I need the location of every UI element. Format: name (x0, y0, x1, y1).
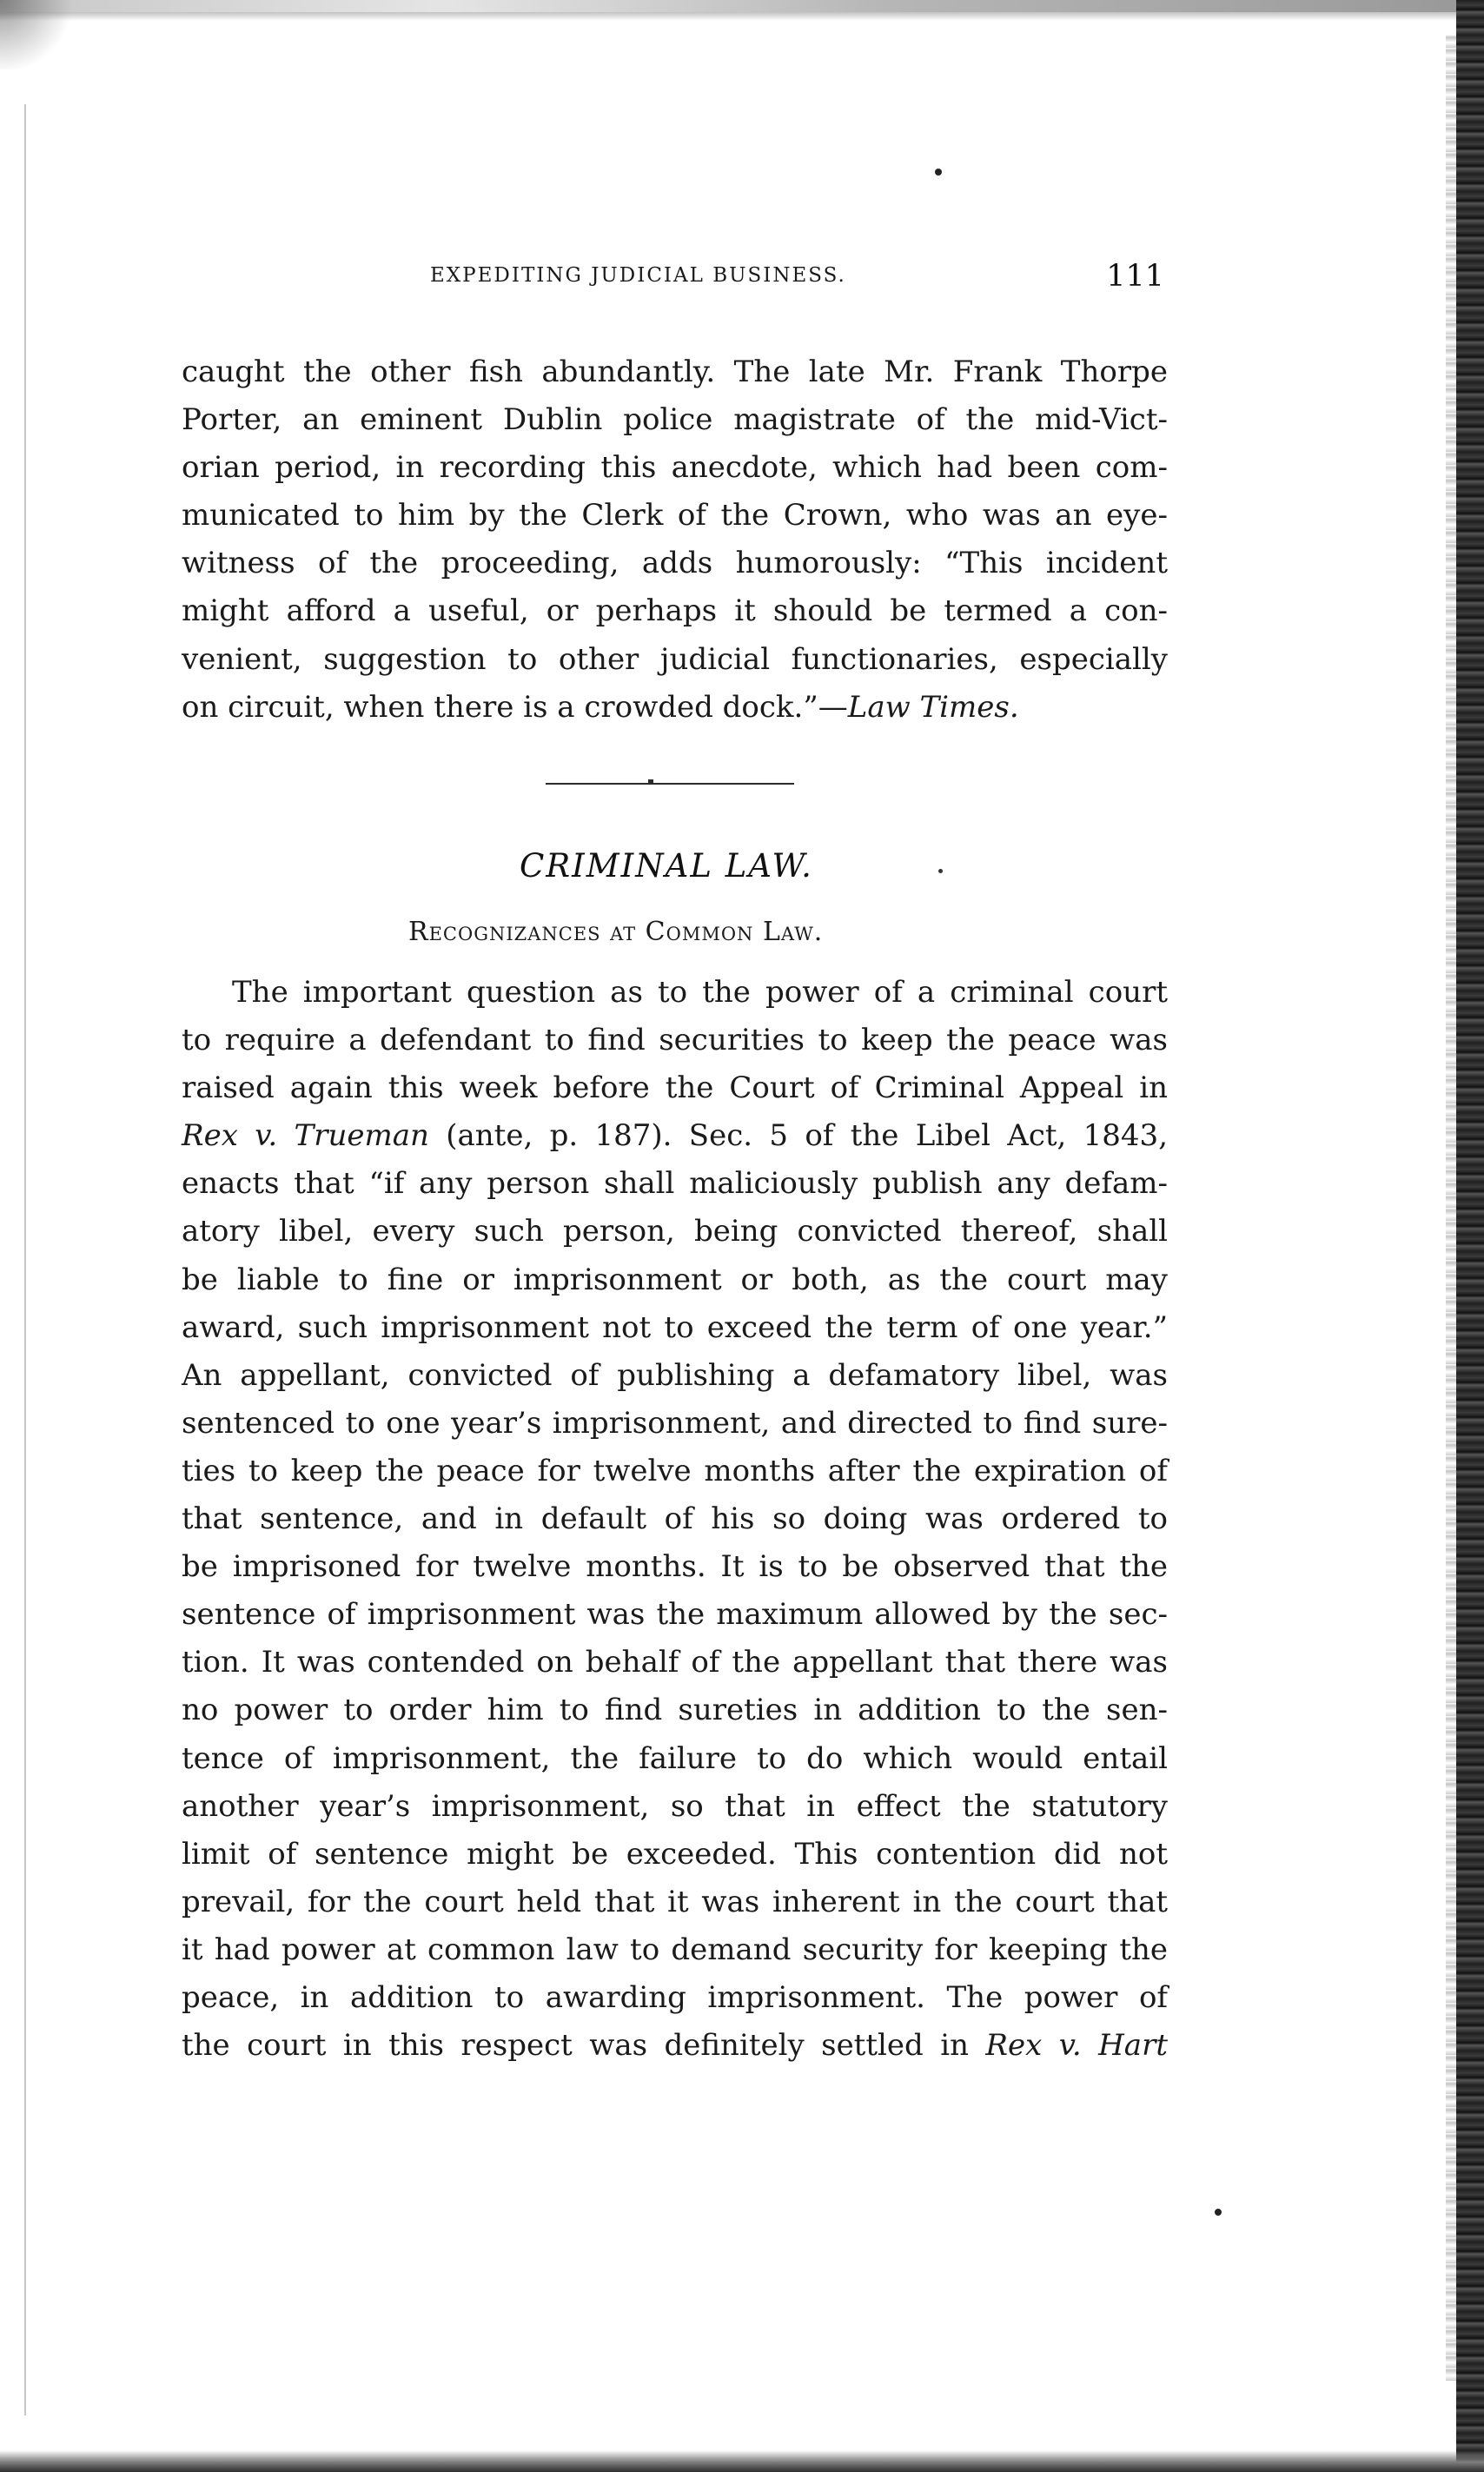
scan-edge-left (24, 104, 26, 2416)
paragraph-line: no power to order him to find sureties in addition to the sen- (182, 1693, 1168, 1728)
scan-edge-bottom (0, 2450, 1484, 2472)
scan-speck (935, 169, 942, 176)
section-title: CRIMINAL LAW. (520, 847, 813, 885)
paragraph-line: prevail, for the court held that it was inherent in the court that (182, 1884, 1168, 1919)
paragraph-line: another year’s imprisonment, so that in effect the statutory (182, 1788, 1168, 1824)
paragraph-line: venient, suggestion to other judicial functionaries, especially (182, 641, 1168, 677)
scan-speck (938, 869, 943, 873)
paragraph-line: The important question as to the power of a criminal court (232, 975, 1168, 1010)
scan-edge-right-shadow (1446, 35, 1456, 2381)
previous-article-text (182, 348, 1168, 732)
section-subtitle: Recognizances at Common Law. (408, 917, 824, 947)
paragraph-line: to require a defendant to find securities to keep the peace was (182, 1023, 1168, 1058)
source-citation: Law Times. (847, 689, 1019, 725)
scan-corner-shadow (0, 0, 78, 70)
scan-edge-right (1456, 0, 1484, 2472)
scan-edge-top-shadow (0, 12, 1484, 21)
last-line-text: on circuit, when there is a crowded dock.”— (182, 689, 848, 725)
paragraph-line: award, such imprisonment not to exceed the term of one year.” (182, 1309, 1168, 1345)
paragraph-line: peace, in addition to awarding imprisonment. The power of (182, 1979, 1168, 2015)
paragraph-line: tence of imprisonment, the failure to do which would entail (182, 1740, 1168, 1776)
running-title: EXPEDITING JUDICIAL BUSINESS. (430, 264, 846, 287)
paragraph-line: limit of sentence might be exceeded. This contention did not (182, 1836, 1168, 1872)
line-text: (ante, p. 187). Sec. 5 of the Libel Act, 1843, (428, 1118, 1168, 1154)
paragraph-line: witness of the proceeding, adds humorously: “This incident (182, 546, 1168, 581)
page-number: 111 (1106, 259, 1164, 294)
paragraph-line: raised again this week before the Court of Criminal Appeal in (182, 1070, 1168, 1106)
paragraph-line: atory libel, every such person, being convicted thereof, shall (182, 1214, 1168, 1249)
paragraph-line (182, 2022, 1168, 2070)
paragraph-line (182, 684, 1168, 732)
paragraph-line: that sentence, and in default of his so doing was ordered to (182, 1501, 1168, 1537)
body-text (182, 969, 1168, 2070)
scan-edge-top (0, 0, 1484, 12)
paragraph-line: ties to keep the peace for twelve months after the expiration of (182, 1453, 1168, 1488)
paragraph-line: orian period, in recording this anecdote, which had been com- (182, 450, 1168, 486)
paragraph-line: might afford a useful, or perhaps it should be termed a con- (182, 593, 1168, 629)
scan-speck (1215, 2209, 1222, 2216)
paragraph-line: sentence of imprisonment was the maximum allowed by the sec- (182, 1597, 1168, 1633)
last-line-text: the court in this respect was definitely settled in (182, 2028, 986, 2064)
paragraph-line: be liable to fine or imprisonment or both, as the court may (182, 1262, 1168, 1297)
paragraph-line: An appellant, convicted of publishing a defamatory libel, was (182, 1357, 1168, 1393)
paragraph-line: Porter, an eminent Dublin police magistrate of the mid-Vict- (182, 402, 1168, 438)
case-name: Rex v. Hart (985, 2028, 1168, 2064)
paragraph-line: be imprisoned for twelve months. It is to be observed that the (182, 1549, 1168, 1585)
section-divider (546, 783, 794, 785)
section-divider-mark (648, 779, 653, 785)
case-name: Rex v. Trueman (182, 1118, 429, 1154)
paragraph-line: enacts that “if any person shall maliciously publish any defam- (182, 1166, 1168, 1202)
paragraph-line: it had power at common law to demand security for keeping the (182, 1932, 1168, 1967)
paragraph-line (182, 1112, 1168, 1160)
paragraph-line: caught the other fish abundantly. The late Mr. Frank Thorpe (182, 355, 1168, 389)
paragraph-line: municated to him by the Clerk of the Crown, who was an eye- (182, 498, 1168, 534)
paragraph-line: sentenced to one year’s imprisonment, and directed to find sure- (182, 1405, 1168, 1441)
running-header (430, 259, 1164, 299)
paragraph-line: tion. It was contended on behalf of the appellant that there was (182, 1645, 1168, 1680)
